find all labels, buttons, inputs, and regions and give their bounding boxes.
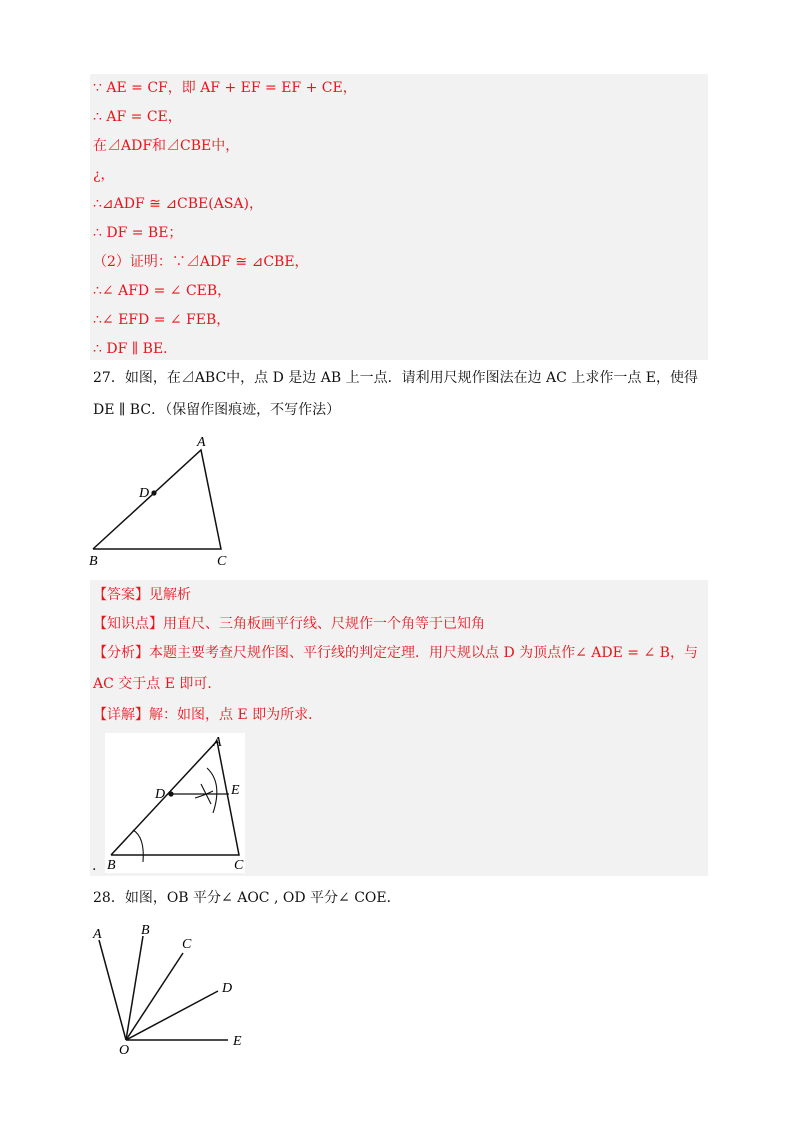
question-27-line-1: 27．如图，在⊿ABC中，点 D 是边 AB 上一点．请利用尺规作图法在边 AC 上求作一点 E，使得 [93,370,698,386]
arc-at-b [133,830,143,862]
knowledge-line: 【知识点】用直尺、三角板画平行线、尺规作一个角等于已知角 [93,616,485,632]
q27-triangle-figure [85,428,245,573]
answer-line: 【答案】见解析 [93,587,191,603]
ray-oc [126,953,183,1040]
label-d: D [139,486,150,501]
solution-line: ∴ AF = CE， [93,109,182,125]
label-a: A [93,927,102,942]
solution-line: （2）证明：∵⊿ADF ≅ ⊿CBE， [93,254,309,270]
solution-line: ∴ DF ∥ BE． [93,341,178,357]
label-c: C [234,858,244,873]
label-e: E [231,783,240,798]
solution-line: ∵ AE = CF，即 AF + EF = EF + CE， [93,80,357,96]
q27-construction-figure [105,733,245,873]
solution-line: ∴∠ EFD = ∠ FEB， [93,312,231,328]
label-b: B [89,554,98,569]
solution-line: ∴ DF = BE； [93,225,183,241]
point-d [168,791,173,796]
solution-line: ¿， [93,167,115,183]
triangle-abc [93,450,221,549]
solution-line: ∴∠ AFD = ∠ CEB， [93,283,232,299]
solution-line: 在⊿ADF和⊿CBE中， [93,138,240,154]
label-b: B [107,858,116,873]
question-27-line-2: DE ∥ BC．（保留作图痕迹，不写作法） [93,402,341,418]
point-d [151,490,156,495]
label-b: B [141,923,150,938]
ray-od [126,991,218,1040]
label-a: A [213,735,222,750]
arc-at-d [207,768,217,813]
trailing-dot: . [92,858,97,874]
detail-line: 【详解】解：如图，点 E 即为所求． [93,707,323,723]
q28-angle-figure [85,918,255,1058]
label-a: A [197,435,206,450]
label-d: D [155,787,166,802]
analysis-line-1: 【分析】本题主要考查尺规作图、平行线的判定定理．用尺规以点 D 为顶点作∠ ADE = ∠ B，与 [93,645,698,661]
ray-oa [99,940,126,1040]
label-c: C [182,937,192,952]
label-d: D [222,981,233,996]
triangle-abc [111,741,239,855]
ray-ob [126,936,143,1040]
label-e: E [233,1034,242,1049]
question-28-line-1: 28．如图，OB 平分∠ AOC , OD 平分∠ COE． [93,890,401,906]
label-o: O [119,1043,130,1058]
label-c: C [217,554,227,569]
solution-line: ∴⊿ADF ≅ ⊿CBE(ASA)， [93,196,264,212]
analysis-line-2: AC 交于点 E 即可． [93,676,222,692]
